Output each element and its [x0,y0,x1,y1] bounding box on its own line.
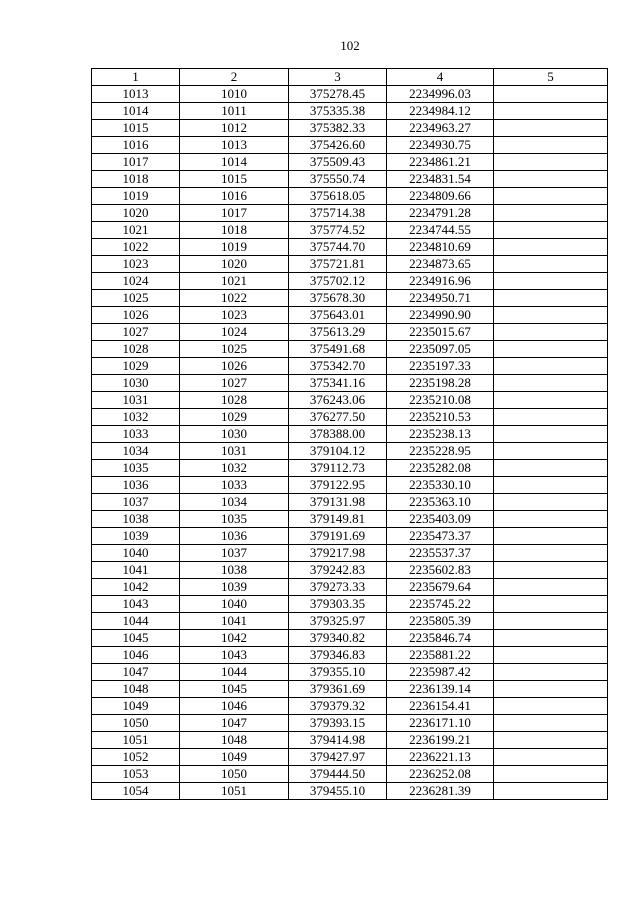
table-row [92,426,608,443]
table-cell: 1032 [92,409,180,426]
table-cell: 1051 [180,783,289,800]
table-cell: 2234984.12 [387,103,494,120]
table-cell [494,528,608,545]
table-row [92,222,608,239]
table-cell: 2235403.09 [387,511,494,528]
table-cell: 2234791.28 [387,205,494,222]
table-cell: 2235097.05 [387,341,494,358]
table-cell: 1039 [92,528,180,545]
table-row [92,766,608,783]
table-cell: 1044 [92,613,180,630]
table-cell: 1033 [92,426,180,443]
table-row [92,205,608,222]
table-cell [494,222,608,239]
table-cell: 1035 [92,460,180,477]
table-cell [494,664,608,681]
table-row [92,154,608,171]
table-cell: 379242.83 [289,562,387,579]
table-cell: 2236154.41 [387,698,494,715]
table-cell [494,307,608,324]
table-cell: 1022 [92,239,180,256]
table-cell: 375341.16 [289,375,387,392]
table-cell: 1050 [180,766,289,783]
table-cell: 1029 [92,358,180,375]
page-number: 102 [340,38,360,53]
table-cell: 375426.60 [289,137,387,154]
table-cell: 375550.74 [289,171,387,188]
table-cell [494,732,608,749]
table-cell: 2235473.37 [387,528,494,545]
table-cell: 1013 [92,86,180,103]
table-cell: 1015 [92,120,180,137]
table-cell [494,137,608,154]
table-row [92,698,608,715]
column-header: 3 [289,69,387,86]
table-cell: 375382.33 [289,120,387,137]
table-cell: 1024 [92,273,180,290]
table-cell: 1017 [92,154,180,171]
table-cell [494,647,608,664]
table-cell [494,698,608,715]
table-cell: 2235228.95 [387,443,494,460]
table-cell: 1031 [180,443,289,460]
table-cell: 1045 [92,630,180,647]
table-cell: 2235987.42 [387,664,494,681]
table-cell: 1045 [180,681,289,698]
table-cell: 379427.97 [289,749,387,766]
table-row [92,613,608,630]
table-cell [494,171,608,188]
table-cell [494,630,608,647]
table-cell: 1049 [180,749,289,766]
table-cell: 1043 [180,647,289,664]
table-cell: 1027 [180,375,289,392]
table-row [92,511,608,528]
column-header: 1 [92,69,180,86]
table-cell: 1017 [180,205,289,222]
table-cell: 1023 [180,307,289,324]
table-cell: 379191.69 [289,528,387,545]
table-row [92,86,608,103]
table-cell [494,341,608,358]
table-cell: 2236199.21 [387,732,494,749]
table-cell: 1040 [92,545,180,562]
table-cell: 2235537.37 [387,545,494,562]
table-cell [494,562,608,579]
table-cell: 1014 [92,103,180,120]
table-cell: 2236252.08 [387,766,494,783]
table-cell: 375678.30 [289,290,387,307]
table-cell: 1015 [180,171,289,188]
table-cell: 1043 [92,596,180,613]
table-row [92,664,608,681]
table-row [92,290,608,307]
table-cell: 2236221.13 [387,749,494,766]
table-cell: 1024 [180,324,289,341]
table-cell [494,715,608,732]
table-header-row [92,69,608,86]
table-cell: 379325.97 [289,613,387,630]
table-cell: 2235282.08 [387,460,494,477]
table-row [92,409,608,426]
table-cell: 379303.35 [289,596,387,613]
table-cell: 379444.50 [289,766,387,783]
table-cell: 376243.06 [289,392,387,409]
table-cell: 1046 [92,647,180,664]
table-row [92,460,608,477]
table-cell [494,86,608,103]
table-cell: 2235210.53 [387,409,494,426]
table-cell: 2235846.74 [387,630,494,647]
table-cell: 1032 [180,460,289,477]
table-cell [494,783,608,800]
table-cell: 375721.81 [289,256,387,273]
table-cell [494,375,608,392]
table-cell [494,358,608,375]
table-cell: 379122.95 [289,477,387,494]
table-cell: 2235210.08 [387,392,494,409]
table-cell: 379149.81 [289,511,387,528]
table-cell: 1028 [92,341,180,358]
table-cell: 1021 [180,273,289,290]
table-cell: 2234990.90 [387,307,494,324]
table-cell [494,681,608,698]
table-cell: 1022 [180,290,289,307]
table-cell: 379355.10 [289,664,387,681]
table-cell: 2234861.21 [387,154,494,171]
table-cell: 1049 [92,698,180,715]
table-cell: 379273.33 [289,579,387,596]
table-row [92,324,608,341]
table-row [92,375,608,392]
table-cell [494,154,608,171]
table-cell [494,120,608,137]
table-cell: 1019 [180,239,289,256]
table-cell: 1025 [180,341,289,358]
table-cell: 1030 [92,375,180,392]
table-cell: 379340.82 [289,630,387,647]
table-row [92,562,608,579]
table-cell: 1014 [180,154,289,171]
table-cell: 1018 [180,222,289,239]
table-row [92,596,608,613]
table-cell: 1031 [92,392,180,409]
table-cell: 1012 [180,120,289,137]
table-cell: 1026 [92,307,180,324]
table-row [92,307,608,324]
table-cell: 1050 [92,715,180,732]
table-row [92,171,608,188]
table-cell: 375702.12 [289,273,387,290]
table-cell: 2234810.69 [387,239,494,256]
table-cell [494,239,608,256]
table-cell: 1035 [180,511,289,528]
table-cell: 1038 [92,511,180,528]
table-row [92,341,608,358]
table-cell: 379361.69 [289,681,387,698]
table-cell [494,477,608,494]
column-header: 4 [387,69,494,86]
table-cell: 1033 [180,477,289,494]
table-row [92,749,608,766]
table-cell [494,579,608,596]
table-cell: 1041 [180,613,289,630]
table-cell: 1048 [180,732,289,749]
table-cell [494,324,608,341]
table-cell: 1025 [92,290,180,307]
table-cell [494,426,608,443]
table-cell: 1030 [180,426,289,443]
table-cell: 1036 [180,528,289,545]
table-cell: 1027 [92,324,180,341]
table-cell: 2236281.39 [387,783,494,800]
table-cell: 375618.05 [289,188,387,205]
table-row [92,103,608,120]
table-cell [494,409,608,426]
table-cell [494,596,608,613]
table-cell [494,545,608,562]
table-cell: 379131.98 [289,494,387,511]
table-cell: 1040 [180,596,289,613]
table-row [92,188,608,205]
table-cell [494,392,608,409]
table-cell: 375714.38 [289,205,387,222]
table-cell: 375278.45 [289,86,387,103]
table-cell: 1053 [92,766,180,783]
table-cell: 2234831.54 [387,171,494,188]
table-cell: 2235015.67 [387,324,494,341]
table-cell: 1034 [92,443,180,460]
table-cell: 375342.70 [289,358,387,375]
table-cell [494,188,608,205]
table-cell [494,103,608,120]
table-cell [494,494,608,511]
table-cell: 1018 [92,171,180,188]
table-cell: 1047 [92,664,180,681]
table-cell: 1020 [92,205,180,222]
table-cell: 1037 [92,494,180,511]
table-cell: 1041 [92,562,180,579]
table-cell [494,273,608,290]
table-cell: 2234996.03 [387,86,494,103]
coordinates-table [91,68,608,800]
table-cell: 1028 [180,392,289,409]
table-cell: 1044 [180,664,289,681]
table-cell: 375491.68 [289,341,387,358]
table-row [92,681,608,698]
table-cell [494,613,608,630]
table-cell: 2234916.96 [387,273,494,290]
table-cell: 2234950.71 [387,290,494,307]
table-cell: 2235197.33 [387,358,494,375]
table-cell: 2235198.28 [387,375,494,392]
table-cell [494,460,608,477]
table-cell: 2234963.27 [387,120,494,137]
table-cell: 1047 [180,715,289,732]
table-row [92,137,608,154]
table-cell: 375335.38 [289,103,387,120]
table-cell: 1021 [92,222,180,239]
table-row [92,528,608,545]
table-cell: 1048 [92,681,180,698]
table-cell: 2235363.10 [387,494,494,511]
table-cell: 1034 [180,494,289,511]
table-body [92,86,608,800]
table-cell: 1051 [92,732,180,749]
table-row [92,273,608,290]
table-cell: 1046 [180,698,289,715]
table-row [92,120,608,137]
table-row [92,358,608,375]
table-row [92,783,608,800]
table-row [92,256,608,273]
table-cell: 379217.98 [289,545,387,562]
table-cell: 375744.70 [289,239,387,256]
table-row [92,732,608,749]
table-cell [494,205,608,222]
column-header: 5 [494,69,608,86]
table-cell: 379104.12 [289,443,387,460]
table-cell: 1029 [180,409,289,426]
table-row [92,579,608,596]
table-cell: 1020 [180,256,289,273]
table-cell: 1026 [180,358,289,375]
table-cell [494,749,608,766]
table-cell: 2236171.10 [387,715,494,732]
table-cell: 1054 [92,783,180,800]
table-row [92,392,608,409]
table-cell: 1016 [180,188,289,205]
table-cell: 1013 [180,137,289,154]
table-cell: 1036 [92,477,180,494]
table-cell: 379414.98 [289,732,387,749]
table-cell: 2235330.10 [387,477,494,494]
table-cell: 376277.50 [289,409,387,426]
table-cell: 1042 [180,630,289,647]
table-cell: 1038 [180,562,289,579]
table-cell [494,290,608,307]
table-cell: 2235602.83 [387,562,494,579]
table-cell: 1052 [92,749,180,766]
table-cell: 379112.73 [289,460,387,477]
table-cell: 2235881.22 [387,647,494,664]
table-row [92,239,608,256]
table-row [92,715,608,732]
table-cell: 375774.52 [289,222,387,239]
table-row [92,630,608,647]
table-cell: 2235745.22 [387,596,494,613]
table-row [92,494,608,511]
table-cell: 1019 [92,188,180,205]
table-cell [494,443,608,460]
table-cell: 1011 [180,103,289,120]
table-cell: 379346.83 [289,647,387,664]
table-cell: 2236139.14 [387,681,494,698]
table-cell: 375643.01 [289,307,387,324]
table-cell [494,256,608,273]
column-header: 2 [180,69,289,86]
table-cell: 1023 [92,256,180,273]
table-row [92,545,608,562]
table-cell: 2234809.66 [387,188,494,205]
table-cell: 379379.32 [289,698,387,715]
table-cell: 375613.29 [289,324,387,341]
table-cell: 379393.15 [289,715,387,732]
table-cell: 2234873.65 [387,256,494,273]
table-row [92,647,608,664]
table-cell [494,511,608,528]
table-cell: 1010 [180,86,289,103]
table-cell: 378388.00 [289,426,387,443]
table-cell: 379455.10 [289,783,387,800]
table-cell: 1042 [92,579,180,596]
table-cell [494,766,608,783]
table-cell: 2235238.13 [387,426,494,443]
table-cell: 2234930.75 [387,137,494,154]
table-cell: 2234744.55 [387,222,494,239]
table-cell: 375509.43 [289,154,387,171]
table-cell: 2235805.39 [387,613,494,630]
table-row [92,477,608,494]
table-cell: 1037 [180,545,289,562]
table-cell: 1016 [92,137,180,154]
table-row [92,443,608,460]
table-cell: 2235679.64 [387,579,494,596]
table-cell: 1039 [180,579,289,596]
